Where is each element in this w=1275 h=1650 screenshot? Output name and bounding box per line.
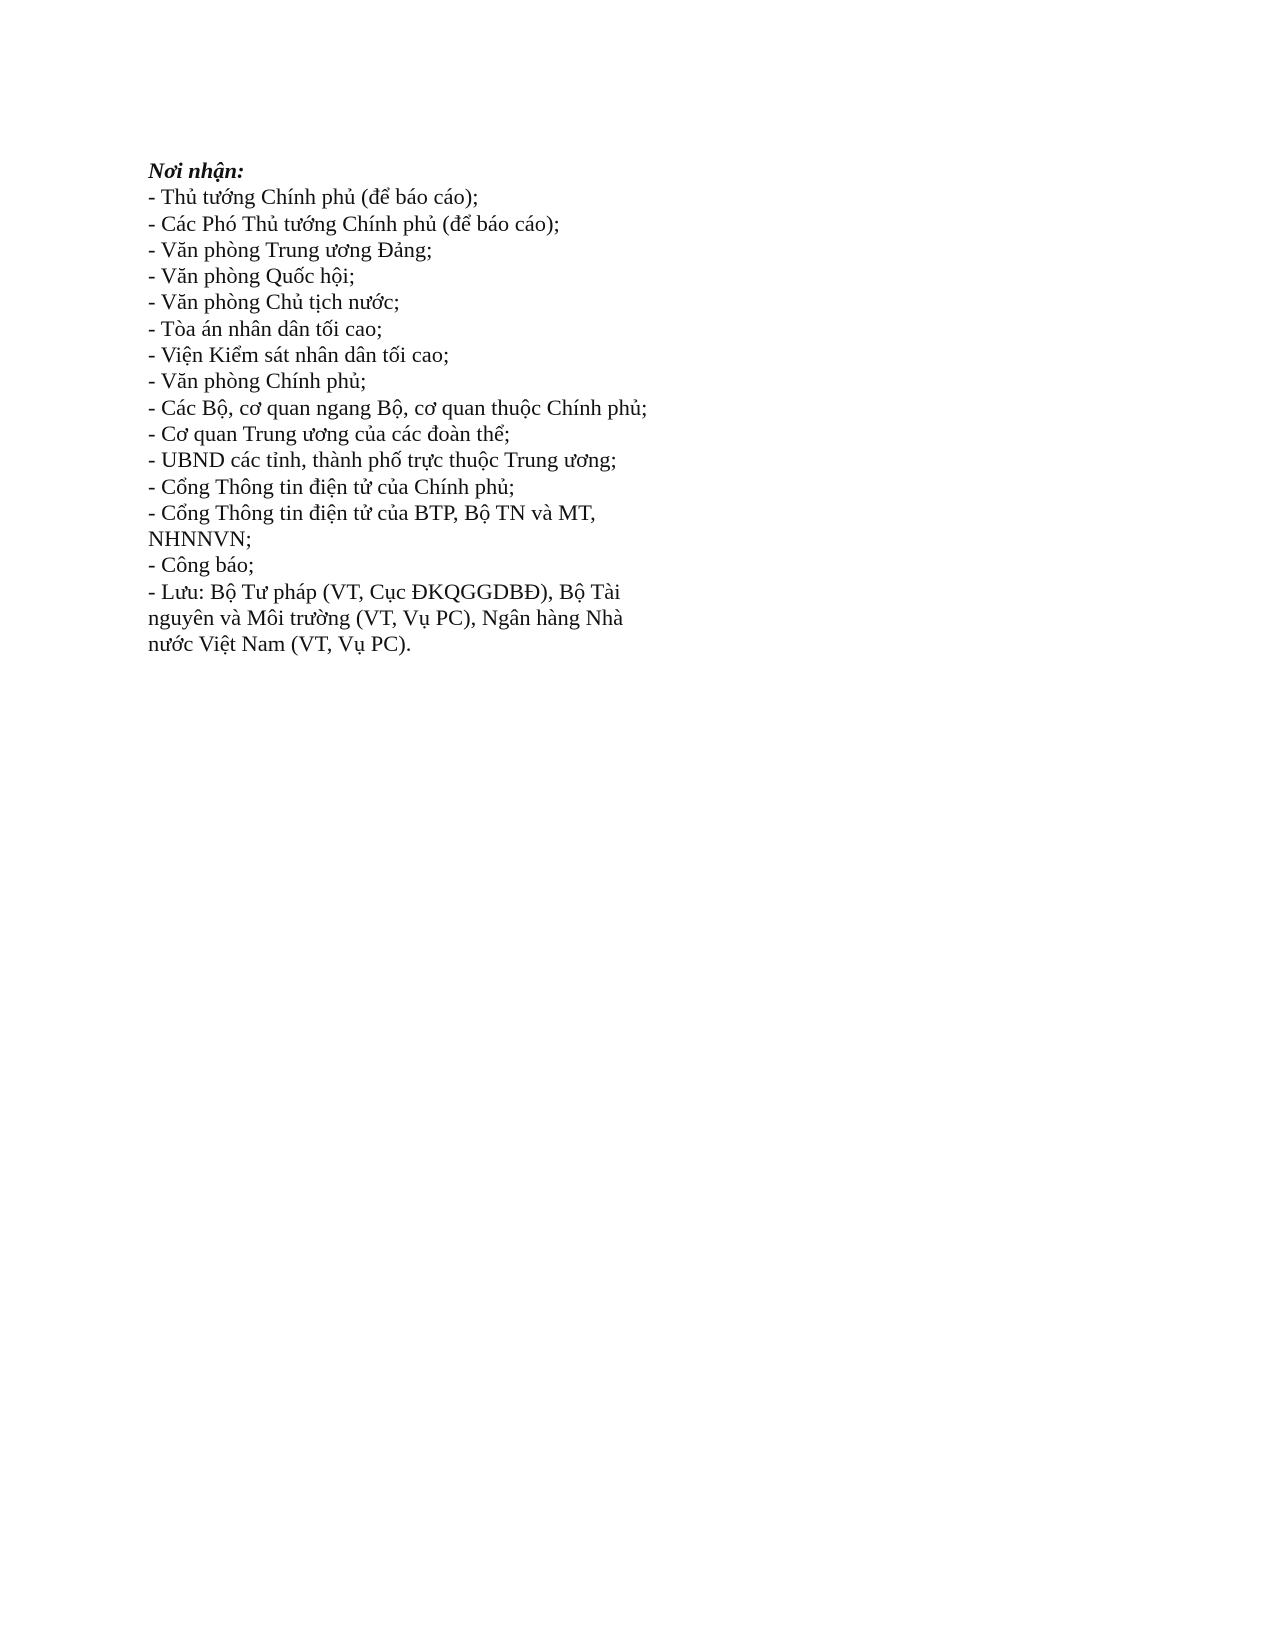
list-item: - Viện Kiểm sát nhân dân tối cao;: [148, 342, 450, 368]
list-item: - Văn phòng Chính phủ;: [148, 368, 367, 394]
list-item: - Văn phòng Quốc hội;: [148, 263, 356, 289]
list-item: - Thủ tướng Chính phủ (để báo cáo);: [148, 184, 479, 210]
list-item: - Tòa án nhân dân tối cao;: [148, 315, 383, 341]
list-item: - Cổng Thông tin điện tử của Chính phủ;: [148, 473, 515, 499]
recipients-title: Nơi nhận:: [148, 158, 245, 183]
recipient-list: [148, 184, 668, 657]
list-item: - Các Phó Thủ tướng Chính phủ (để báo cáo);: [148, 210, 560, 236]
list-item: - Lưu: Bộ Tư pháp (VT, Cục ĐKQGGDBĐ), Bộ Tài nguyên và Môi trường (VT, Vụ PC), Ngân hàng Nhà nước Việt Nam (VT, Vụ PC).: [148, 578, 624, 657]
list-item: - Công báo;: [148, 552, 255, 578]
list-item: - Văn phòng Chủ tịch nước;: [148, 289, 400, 315]
recipients-block: [148, 158, 668, 658]
list-item: - Cổng Thông tin điện tử của BTP, Bộ TN và MT, NHNNVN;: [148, 499, 596, 552]
list-item: - Các Bộ, cơ quan ngang Bộ, cơ quan thuộc Chính phủ;: [148, 394, 648, 420]
list-item: - Cơ quan Trung ương của các đoàn thể;: [148, 420, 511, 446]
list-item: - UBND các tỉnh, thành phố trực thuộc Trung ương;: [148, 447, 617, 473]
list-item: - Văn phòng Trung ương Đảng;: [148, 236, 433, 262]
